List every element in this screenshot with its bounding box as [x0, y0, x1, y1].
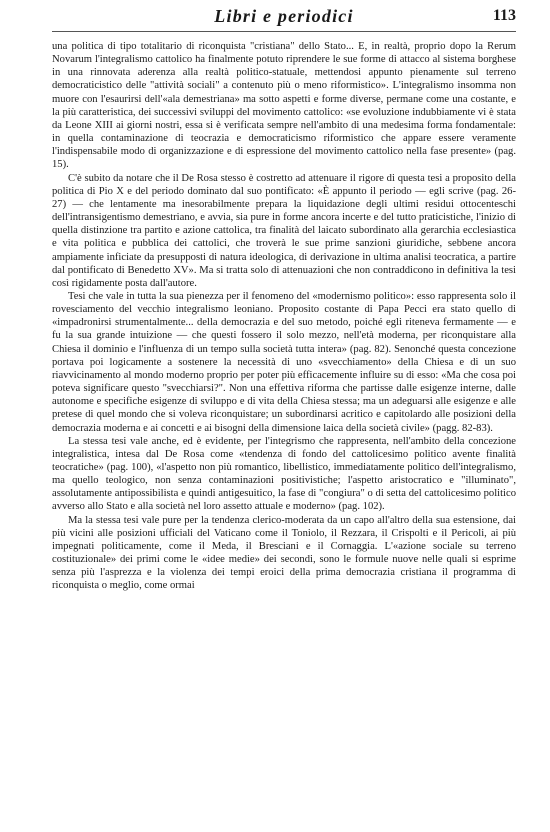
paragraph-4: La stessa tesi vale anche, ed è evidente, per l'integrismo che rappresenta, nell'ambito della concezione integralistica, intesa dal De Rosa come «tendenza di fondo del cattolicesimo politico avente finalità teocratiche» (pag. 100), «l'aspetto non più romantico, libellistico, immediatamente politico dell'integralismo, ma quello teologico, non senza contaminazioni positivistiche; l'aspetto aristocratico e "illuminato", assolutamente antipossibilista e quindi antigesuitico, la fase di "congiura" o di setta del cattolicesimo politico avverso allo Stato e alla società nel loro assetto attuale e moderno» (pag. 102).	[52, 435, 516, 513]
journal-section-title: Libri e periodici	[214, 6, 354, 26]
running-header	[52, 6, 516, 32]
paragraph-5: Ma la stessa tesi vale pure per la tendenza clerico-moderata da un capo all'altro della sua estensione, dai più vicini alle posizioni ufficiali del Vaticano come il Toniolo, il Rezzara, il Crispolti e il Pericoli, ai più impegnati politicamente, come il Meda, il Bresciani e il Cornaggia. L'«azione sociale su terreno costituzionale» dei primi come le «idee medie» dei secondi, sono le formule nuove nelle quali si esprime senza più l'asprezza e la violenza dei tempi eroici della prima democrazia cristiana il programma di riconquista o meglio, come ormai	[52, 514, 516, 592]
paragraph-2: C'è subito da notare che il De Rosa stesso è costretto ad attenuare il rigore di questa tesi a proposito della politica di Pio X e del periodo dominato dal suo pontificato: «È appunto il periodo — egli scrive (pag. 26-27) — che lentamente ma inesorabilmente prepara la liquidazione degli ultimi residui ottocenteschi dell'intransigentismo demestriano, e avvia, sia pure in forme ancora incerte e del tutto praticistiche, l'inizio di quella distinzione tra partito e azione cattolica, tra finalità del laicato subordinato alla gerarchia ecclesiastica e vita politica e pubblica dei cattolici, che troverà le sue prime sanzioni giuridiche, sebbene ancora ampiamente inficiate da presupposti di natura ideologica, di derivazione in ultima analisi teocratica, a partire dal pontificato di Benedetto XV». Ma si tratta solo di attenuazioni che non contraddicono in definitiva la tesi così rigidamente posta dall'autore.	[52, 172, 516, 289]
header-rule	[52, 31, 516, 32]
article-body	[52, 40, 516, 593]
page-number: 113	[492, 7, 516, 24]
paragraph-3: Tesi che vale in tutta la sua pienezza per il fenomeno del «modernismo politico»: esso rappresenta solo il rovesciamento del vecchio integralismo leoniano. Proposito costante di Papa Pecci era stato quello di «impadronirsi strumentalmente... della democrazia e del suo metodo, poiché egli riteneva fermamente — e fu la sua grande intuizione — che questi fossero il solo mezzo, nell'età moderna, per riconquistare alla Chiesa il dominio e l'influenza di un tempo sulla società tutta intera» (pag. 82). Senonché questa concezione portava poi logicamente a sostenere la necessità di uno «svecchiamento» della Chiesa e di un suo riavvicinamento al mondo moderno proprio per poter più efficacemente influire su di esso: «Ma che cosa poi poteva significare questo "svecchiarsi?". Non una effettiva riforma che partisse dalle esigenze interne, dalle autonome e specifiche esigenze di sviluppo e di vita della Chiesa stessa; ma un adeguarsi alle esigenze e alle pretese di quel mondo che si voleva riconquistare; un subordinarsi acritico e capitolardo alle posizioni della democrazia moderna e ai concetti e ai bisogni della dimensione laica della società civile» (pagg. 82-83).	[52, 290, 516, 434]
paragraph-1: una politica di tipo totalitario di riconquista "cristiana" dello Stato... E, in realtà, proprio dopo la Rerum Novarum l'integralismo cattolico ha finalmente potuto riprendere le sue forme di attacco al sistema borghese in una rinnovata aderenza alla realtà politico-statuale, mettendosi appunto pienamente sul terreno democraticistico delle "attività sociali" a contenuto più o meno riformistico». L'integralismo insomma non muore con l'esaurirsi dell'«ala demestriana» ma sotto aspetti e forme diverse, permane come una costante, e la più caratteristica, dei successivi sviluppi del movimento cattolico: «se evoluzione indubbiamente vi è stata da Leone XIII ai giorni nostri, essa si è verificata sempre nell'ambito di una medesima forma fondamentale: in quella contaminazione di teocrazia e democraticismo riformistico che appare essere veramente l'indispensabile modo di organizzazione e di espressione del movimento cattolico nella fase presente» (pag. 15).	[52, 41, 516, 171]
